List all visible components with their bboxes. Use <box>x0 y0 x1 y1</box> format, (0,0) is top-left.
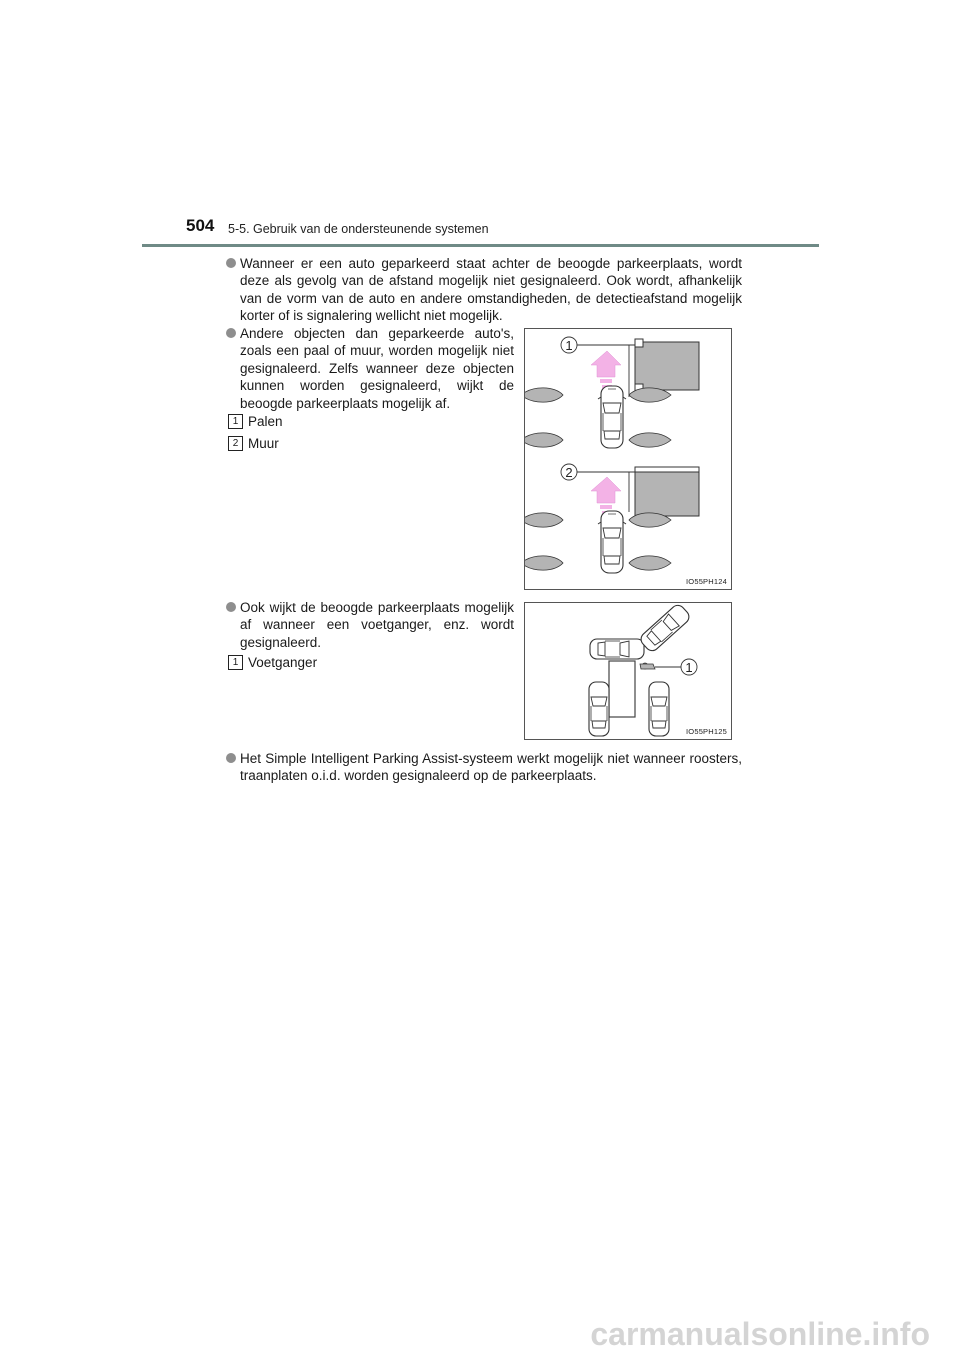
bullet-dot-icon <box>226 258 236 268</box>
figure-code: IO55PH124 <box>686 577 727 586</box>
bullet-item <box>240 750 742 785</box>
bullet-dot-icon <box>226 602 236 612</box>
legend-label: Voetganger <box>248 655 318 670</box>
section-title: 5-5. Gebruik van de ondersteunende systemen <box>228 222 489 236</box>
callout-label: 1 <box>685 660 693 675</box>
figure-poles-wall <box>524 328 732 590</box>
page-number: 504 <box>186 216 215 235</box>
legend-label: Muur <box>248 436 279 451</box>
bullet-text: Ook wijkt de beoogde parkeerplaats mogelijk af wanneer een voetganger, enz. wordt gesignaleerd. <box>240 600 514 650</box>
bullet-text: Wanneer er een auto geparkeerd staat achter de beoogde parkeerplaats, wordt deze als gevolg van de afstand mogelijk niet gesignaleerd. Ook wordt, afhankelijk van de vorm van de auto en andere omstandigheden, de detectieafstand mogelijk korter of is signalering wellicht niet mogelijk. <box>240 256 742 324</box>
figure-pedestrian-illustration <box>525 603 731 739</box>
bullet-item <box>240 325 514 412</box>
figure-pedestrian <box>524 602 732 740</box>
callout-label: 1 <box>565 338 573 353</box>
legend-number: 1 <box>228 655 243 670</box>
figure-poles-wall-illustration <box>525 329 731 589</box>
bullet-text: Andere objecten dan geparkeerde auto's, zoals een paal of muur, worden mogelijk niet gesignaleerd. Zelfs wanneer deze objecten kunnen worden gesignaleerd, wijkt de beoogde parkeerplaats mogelijk af. <box>240 326 514 411</box>
bullet-dot-icon <box>226 328 236 338</box>
figure-code: IO55PH125 <box>686 727 727 736</box>
bullet-item <box>240 255 742 325</box>
watermark <box>0 1312 960 1358</box>
header-divider <box>142 244 819 247</box>
legend-label: Palen <box>248 414 283 429</box>
watermark-text: carmanualsonline.info <box>590 1316 930 1352</box>
legend-number: 1 <box>228 414 243 429</box>
legend-number: 2 <box>228 436 243 451</box>
bullet-text: Het Simple Intelligent Parking Assist-systeem werkt mogelijk niet wanneer roosters, traanplaten o.i.d. worden gesignaleerd op de parkeerplaats. <box>240 751 742 784</box>
page-header <box>0 0 960 250</box>
bullet-item <box>240 599 514 651</box>
bullet-dot-icon <box>226 753 236 763</box>
callout-label: 2 <box>565 465 573 480</box>
